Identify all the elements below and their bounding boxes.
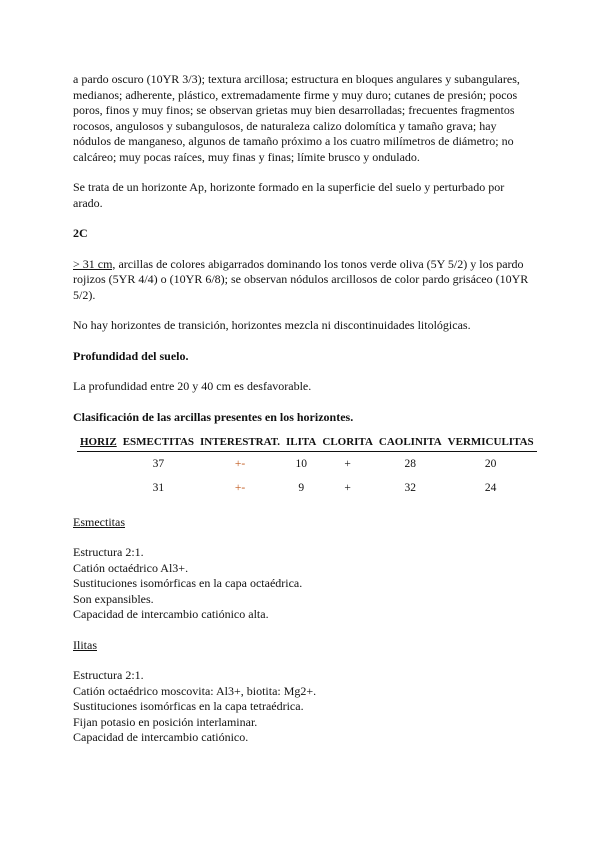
esmectitas-line: Capacidad de intercambio catiónico alta.	[73, 607, 269, 621]
table-cell: 24	[484, 481, 497, 494]
table-cell: 31	[152, 481, 165, 494]
esmectitas-line: Sustituciones isomórficas en la capa octaédrica.	[73, 576, 303, 590]
table-cell: 9	[298, 481, 305, 494]
col-clorita: CLORITA	[319, 435, 376, 451]
table-cell: +-	[234, 481, 246, 494]
table-cell: 10	[295, 457, 307, 470]
horizon-description-paragraph: a pardo oscuro (10YR 3/3); textura arcillosa; estructura en bloques angulares y subangulares, medianos; adherente, plástico, extremadamente firme y muy duro; cutanes de presión; pocos poros, finos y muy finos; se observan grietas muy bien desarrolladas; frecuentes fragmentos rocosos, angulosos y subangulosos, de naturaleza calizo dolomítica y tamaño grava; hay nódulos de manganeso, algunos de tamaño próximo a los cuatro milímetros de diámetro; no calcáreo; muy pocas raíces, muy finas y finas; límite brusco y ondulado.	[73, 72, 520, 164]
col-ilita: ILITA	[283, 435, 319, 451]
esmectitas-line: Catión octaédrico Al3+.	[73, 560, 189, 575]
ilitas-line: Sustituciones isomórficas en la capa tetraédrica.	[73, 699, 304, 713]
col-esmectitas: ESMECTITAS	[120, 435, 197, 451]
horizon-2c-text: arcillas de colores abigarrados dominando los tonos verde oliva (5Y 5/2) y los pardo rojizos (5YR 4/4) o (10YR 6/8); se observan nódulos arcillosos de color pardo grisáceo (10YR 5/2).	[73, 256, 529, 302]
ilitas-line: Fijan potasio en posición interlaminar.	[73, 714, 258, 729]
esmectitas-title: Esmectitas	[73, 514, 125, 529]
col-caolinita: CAOLINITA	[376, 435, 445, 451]
document-page	[73, 72, 533, 746]
transition-paragraph: No hay horizontes de transición, horizontes mezcla ni discontinuidades litológicas.	[73, 318, 471, 332]
horizon-2c-paragraph	[73, 257, 533, 304]
table-cell: +-	[234, 457, 246, 470]
horizon-ap-paragraph: Se trata de un horizonte Ap, horizonte formado en la superficie del suelo y perturbado por arado.	[73, 180, 505, 210]
table-cell: 37	[152, 457, 165, 470]
table-cell	[77, 451, 120, 476]
clay-table	[77, 435, 537, 500]
table-row	[77, 476, 537, 500]
table-cell	[77, 476, 120, 500]
heading-soil-depth: Profundidad del suelo.	[73, 348, 189, 363]
table-cell: 20	[484, 457, 497, 470]
ilitas-line: Capacidad de intercambio catiónico.	[73, 730, 249, 744]
ilitas-line: Catión octaédrico moscovita: Al3+, biotita: Mg2+.	[73, 683, 317, 698]
esmectitas-line: Estructura 2:1.	[73, 545, 144, 559]
table-cell: +	[344, 457, 351, 470]
table-cell: 32	[404, 481, 417, 494]
table-row	[77, 451, 537, 476]
table-cell: +	[344, 481, 351, 494]
heading-2c: 2C	[73, 226, 88, 240]
ilitas-title: Ilitas	[73, 637, 97, 652]
col-horiz: HORIZ	[77, 435, 120, 451]
ilitas-line: Estructura 2:1.	[73, 668, 144, 682]
col-interestrat: INTERESTRAT.	[197, 435, 283, 451]
depth-label: > 31 cm,	[73, 256, 116, 271]
clay-table-header-row	[77, 435, 537, 451]
col-vermiculitas: VERMICULITAS	[445, 435, 537, 451]
esmectitas-line: Son expansibles.	[73, 591, 154, 606]
heading-clay-classification: Clasificación de las arcillas presentes en los horizontes.	[73, 409, 354, 424]
soil-depth-paragraph: La profundidad entre 20 y 40 cm es desfavorable.	[73, 379, 312, 393]
table-cell: 28	[404, 457, 417, 470]
